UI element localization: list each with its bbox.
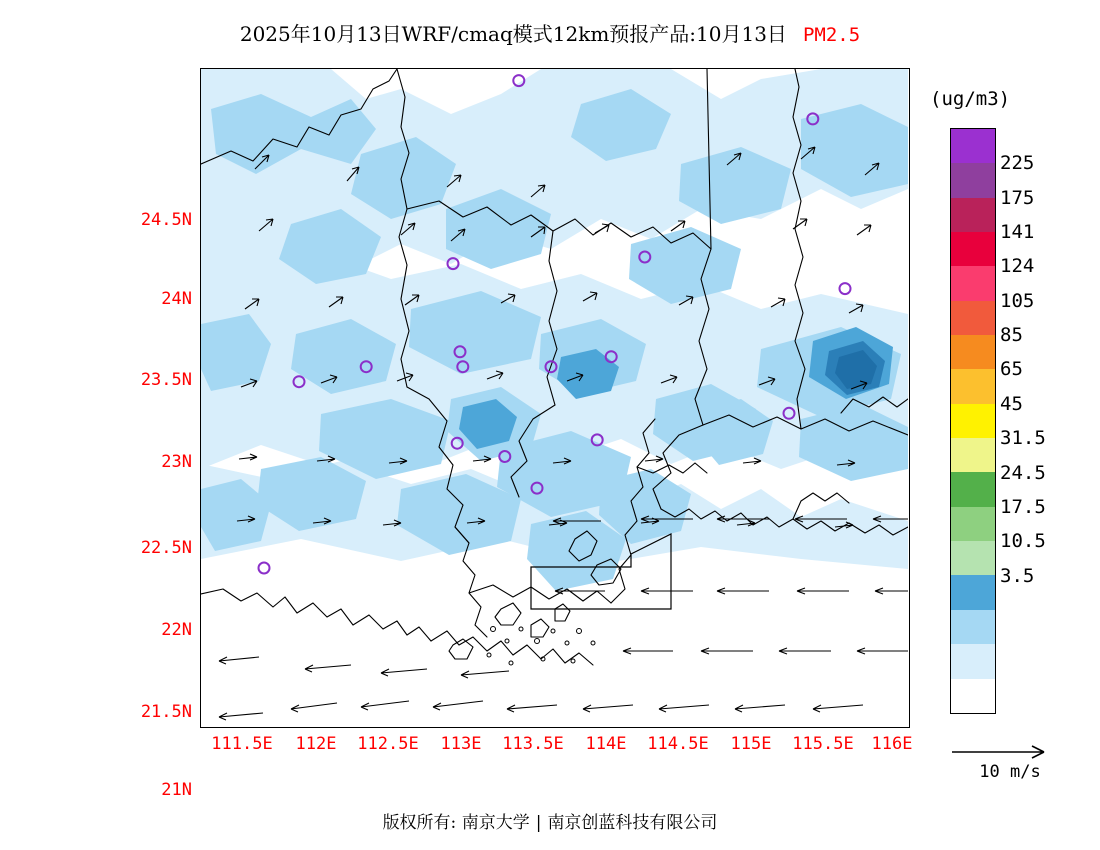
wind-scale-key (940, 738, 1080, 782)
colorbar-cell (951, 198, 995, 232)
colorbar-tick-105: 105 (1000, 289, 1035, 312)
colorbar-cell (951, 438, 995, 472)
colorbar-cell (951, 541, 995, 575)
colorbar-units-label: (ug/m3) (930, 88, 1011, 110)
colorbar-tick-85: 85 (1000, 324, 1023, 347)
colorbar-tick-24.5: 24.5 (1000, 461, 1046, 484)
colorbar-cell (951, 507, 995, 541)
lon-tick-115E: 115E (730, 734, 772, 754)
lat-tick-21N: 21N (161, 780, 192, 800)
colorbar-cell (951, 129, 995, 163)
colorbar-cell (951, 232, 995, 266)
colorbar-cell (951, 679, 995, 713)
colorbar-tick-175: 175 (1000, 186, 1035, 209)
lon-tick-115.5E: 115.5E (792, 734, 854, 754)
lon-tick-111.5E: 111.5E (211, 734, 273, 754)
lat-tick-24N: 24N (161, 289, 192, 309)
colorbar-cell (951, 575, 995, 609)
footer-company: 南京创蓝科技有限公司 (547, 813, 718, 833)
colorbar-tick-45: 45 (1000, 392, 1023, 415)
lon-tick-116E: 116E (871, 734, 913, 754)
colorbar-cell (951, 610, 995, 644)
colorbar-cell (951, 301, 995, 335)
colorbar-cell (951, 266, 995, 300)
wind-scale-label: 10 m/s (979, 762, 1041, 782)
colorbar-tick-124: 124 (1000, 255, 1035, 278)
lon-tick-112E: 112E (295, 734, 337, 754)
colorbar-tick-10.5: 10.5 (1000, 530, 1046, 553)
lon-tick-114.5E: 114.5E (647, 734, 709, 754)
footer (0, 808, 1100, 833)
colorbar-tick-65: 65 (1000, 358, 1023, 381)
concentration-field (201, 69, 908, 726)
page-title-species: PM2.5 (802, 24, 861, 46)
colorbar (950, 128, 996, 714)
footer-separator: | (535, 813, 542, 833)
colorbar-tick-3.5: 3.5 (1000, 564, 1035, 587)
wind-arrow-icon (940, 738, 1060, 760)
lat-tick-24.5N: 24.5N (140, 210, 192, 230)
lon-tick-113E: 113E (440, 734, 482, 754)
lat-tick-23.5N: 23.5N (140, 370, 192, 390)
longitude-axis (200, 734, 913, 764)
colorbar-tick-31.5: 31.5 (1000, 427, 1046, 450)
lon-tick-113.5E: 113.5E (502, 734, 564, 754)
colorbar-cell (951, 472, 995, 506)
lon-tick-112.5E: 112.5E (357, 734, 419, 754)
colorbar-tick-labels (1000, 128, 1096, 712)
colorbar-cell (951, 335, 995, 369)
colorbar-cell (951, 163, 995, 197)
lat-tick-21.5N: 21.5N (140, 702, 192, 722)
map-panel[interactable] (200, 68, 910, 728)
lat-tick-23N: 23N (161, 452, 192, 472)
lon-tick-114E: 114E (585, 734, 627, 754)
page-title (0, 18, 1100, 47)
colorbar-tick-225: 225 (1000, 152, 1035, 175)
latitude-axis (100, 68, 192, 800)
colorbar-cell (951, 644, 995, 678)
footer-copyright: 版权所有: 南京大学 (382, 813, 530, 833)
page-title-main: 2025年10月13日WRF/cmaq模式12km预报产品:10月13日 (239, 22, 787, 46)
lat-tick-22.5N: 22.5N (140, 538, 192, 558)
lat-tick-22N: 22N (161, 620, 192, 640)
colorbar-tick-17.5: 17.5 (1000, 495, 1046, 518)
colorbar-cell (951, 404, 995, 438)
colorbar-cell (951, 369, 995, 403)
colorbar-tick-141: 141 (1000, 221, 1035, 244)
